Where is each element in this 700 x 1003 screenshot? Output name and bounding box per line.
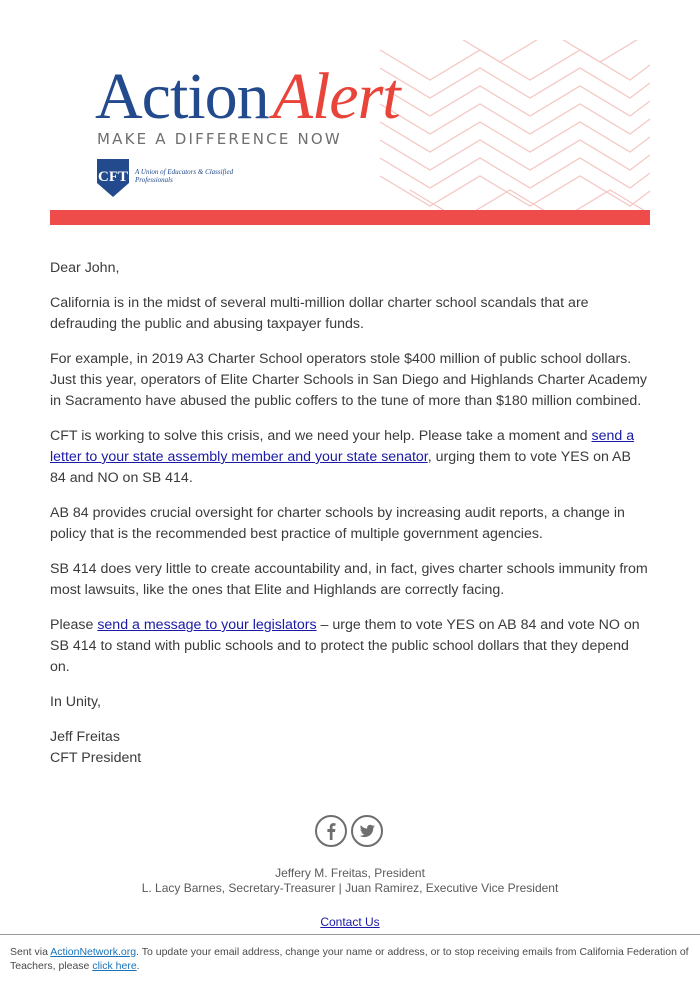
footer-divider: [0, 934, 700, 935]
footer-middle-text: . To update your email address, change your name or address, or to stop receiving emails from California Federation of Teachers, please: [10, 946, 689, 972]
banner-title-alert: Alert: [272, 60, 400, 133]
contact-us-link[interactable]: Contact Us: [320, 915, 380, 929]
facebook-icon[interactable]: [315, 815, 347, 847]
paragraph-3: [50, 426, 650, 489]
officer-line-2: L. Lacy Barnes, Secretary-Treasurer | Juan Ramirez, Executive Vice President: [141, 881, 559, 895]
email-footer: [10, 945, 690, 973]
twitter-icon[interactable]: [351, 815, 383, 847]
cft-shield-icon: [95, 157, 131, 199]
banner-title: [95, 62, 400, 132]
signature: [50, 727, 650, 769]
banner-title-action: Action: [95, 60, 269, 133]
paragraph-2: For example, in 2019 A3 Charter School operators stole $400 million of public school dollars. Just this year, operators of Elite Charter Schools in San Diego and Highlands Charter Academy in Sacramento have abused the public coffers to the tune of more than $180 million combined.: [50, 351, 647, 409]
greeting: Dear John,: [50, 260, 120, 276]
facebook-glyph: [317, 817, 345, 845]
action-alert-banner: [50, 40, 650, 225]
paragraph-4: AB 84 provides crucial oversight for charter schools by increasing audit reports, a change in policy that is the recommended best practice of multiple government agencies.: [50, 505, 625, 542]
unsubscribe-link[interactable]: click here: [92, 960, 137, 972]
paragraph-5: SB 414 does very little to create accountability and, in fact, gives charter schools immunity from most lawsuits, like the ones that Elite and Highlands are correctly facing.: [50, 561, 648, 598]
contact-us-wrapper: [0, 915, 700, 929]
signer-title: CFT President: [50, 750, 142, 766]
banner-tagline: MAKE A DIFFERENCE NOW: [97, 130, 342, 148]
officers-block: [0, 866, 700, 896]
paragraph-6-text-a: Please: [50, 617, 98, 633]
officer-line-1: Jeffery M. Freitas, President: [275, 866, 425, 880]
paragraph-6-text-b: – urge them to vote YES on AB 84 and vote NO on SB 414 to stand with public schools and to protect the public school dollars that they depend on.: [50, 617, 640, 675]
twitter-glyph: [353, 817, 381, 845]
paragraph-3-text-b: , urging them to vote YES on AB 84 and NO on SB 414.: [50, 449, 631, 486]
actionnetwork-link[interactable]: ActionNetwork.org: [50, 946, 137, 958]
send-letter-link[interactable]: send a letter to your state assembly member and your state senator: [50, 428, 635, 465]
signer-name: Jeff Freitas: [50, 729, 120, 745]
closing: In Unity,: [50, 694, 101, 710]
send-message-link[interactable]: send a message to your legislators: [97, 617, 317, 633]
letter-body: [50, 258, 650, 783]
paragraph-3-text-a: CFT is working to solve this crisis, and we need your help. Please take a moment and: [50, 428, 592, 444]
banner-red-stripe: [50, 210, 650, 225]
paragraph-6: [50, 615, 650, 678]
logo-caption: A Union of Educators & Classified Professionals: [135, 168, 234, 184]
social-links: [315, 815, 385, 849]
paragraph-1: California is in the midst of several multi-million dollar charter school scandals that are defrauding the public and abusing taxpayer funds.: [50, 295, 589, 332]
footer-end: .: [136, 960, 140, 972]
footer-sent-via: Sent via: [10, 946, 51, 958]
cft-logo: [95, 157, 255, 199]
cft-logo-text: CFT: [98, 169, 128, 185]
